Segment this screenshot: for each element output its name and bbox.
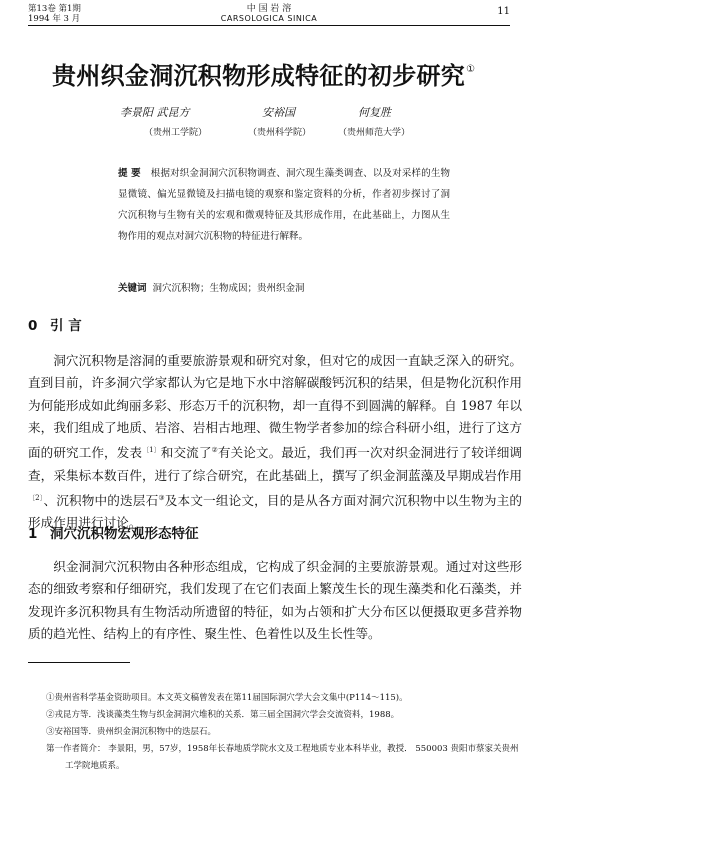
intro-text: 、沉积物中的迭层石 [43,493,159,509]
volume-issue: 第13卷 第1期 [28,4,81,14]
keywords-text: 洞穴沉积物；生物成因；贵州织金洞 [152,283,305,294]
abstract-text: 根据对织金洞洞穴沉积物调查、洞穴现生藻类调查、以及对采样的生物显微镜、偏光显微镜及扫描电镜的观察和鉴定资料的分析，作者初步探讨了洞穴沉积物与生物有关的宏观和微观特征及其形成作用，在此基础上，力图从生物作用的观点对洞穴沉积物的特征进行解释。 [118,168,450,242]
abstract-label: 提 要 [118,168,141,179]
footnote: ①贵州省科学基金资助项目。本文英文稿曾发表在第11届国际洞穴学大会文集中(P114～115)。 [46,693,408,703]
section-number: 0 [28,318,38,334]
journal-name [28,4,510,24]
running-header [28,4,510,26]
year-month: 1994 年 3 月 [28,14,81,24]
footnote-ref: ③ [158,493,165,502]
section-title: 引 言 [50,318,82,334]
author-affiliation: （贵州科学院） [248,128,312,138]
section-title: 洞穴沉积物宏观形态特征 [50,526,199,542]
citation-ref: 〔1〕 [142,446,161,455]
footnote-rule [28,662,130,663]
author-name: 安裕国 [262,106,295,119]
paper-title [52,56,522,91]
keywords-label: 关键词 [118,283,147,294]
intro-text: 有关论文。最近，我们再一次对织金洞进行了较详细调查，采集标本数百件，进行了综合研究，在此基础上，撰写了织金洞蓝藻及早期成岩作用 [28,445,522,483]
paper-title-text: 贵州织金洞沉积物形成特征的初步研究 [52,62,466,90]
section-heading-introduction [28,314,82,334]
intro-text: 和交流了 [160,445,212,461]
intro-text: 及本文一组论文，目的是从各方面对洞穴沉积物中以生物为主的形成作用进行讨论。 [28,493,522,531]
author-affiliation: （贵州工学院） [144,128,208,138]
footnote-ref: ② [211,446,218,455]
section1-paragraph: 织金洞洞穴沉积物由各种形态组成，它构成了织金洞的主要旅游景观。通过对这些形态的细致考察和仔细研究，我们发现了在它们表面上繁茂生长的现生藻类和化石藻类，并发现许多沉积物具有生物活动所遗留的特征，如为占领和扩大分布区以便摄取更多营养物质的趋光性、结构上的有序性、聚生性、色着性以及生长性等。 [28,559,522,641]
author-name: 何复胜 [358,106,391,119]
title-footnote-mark: ① [466,64,476,75]
footnotes [46,690,522,775]
header-rule [28,25,510,26]
intro-text: 洞穴沉积物是溶洞的重要旅游景观和研究对象，但对它的成因一直缺乏深入的研究。直到目前，许多洞穴学家都认为它是地下水中溶解碳酸钙沉积的结果，但是物化沉积作用为何能形成如此绚丽多彩、形态万千的沉积物，却一直得不到圆满的解释。自 1987 年以来，我们组成了地质、岩溶、岩相古地理、微生物学者参加的综合科研小组，进行了这方面的研究工作，发表 [28,353,522,461]
page-number: 11 [497,6,510,17]
author-affiliation: （贵州师范大学） [338,128,411,138]
section-number: 1 [28,526,38,542]
abstract [118,163,450,247]
footnote: ②戎昆方等．浅谈藻类生物与织金洞洞穴堆积的关系．第三届全国洞穴学会交流资料，1988。 [46,710,400,720]
section-heading-macro-morphology [28,522,199,542]
journal-name-cn: 中 国 岩 溶 [246,4,292,14]
introduction-paragraph [28,350,522,535]
journal-name-en: CARSOLOGICA SINICA [220,14,318,23]
footnote: ③安裕国等．贵州织金洞沉积物中的迭层石。 [46,727,217,737]
keywords [118,280,305,294]
author-bio-note: 第一作者简介： 李景阳，男，57岁，1958年长春地质学院水文及工程地质专业本科毕业，教授． 550003 贵阳市蔡家关贵州工学院地质系。 [46,744,519,771]
citation-ref: 〔2〕 [28,493,44,502]
author-name: 李景阳 武昆方 [120,106,190,119]
